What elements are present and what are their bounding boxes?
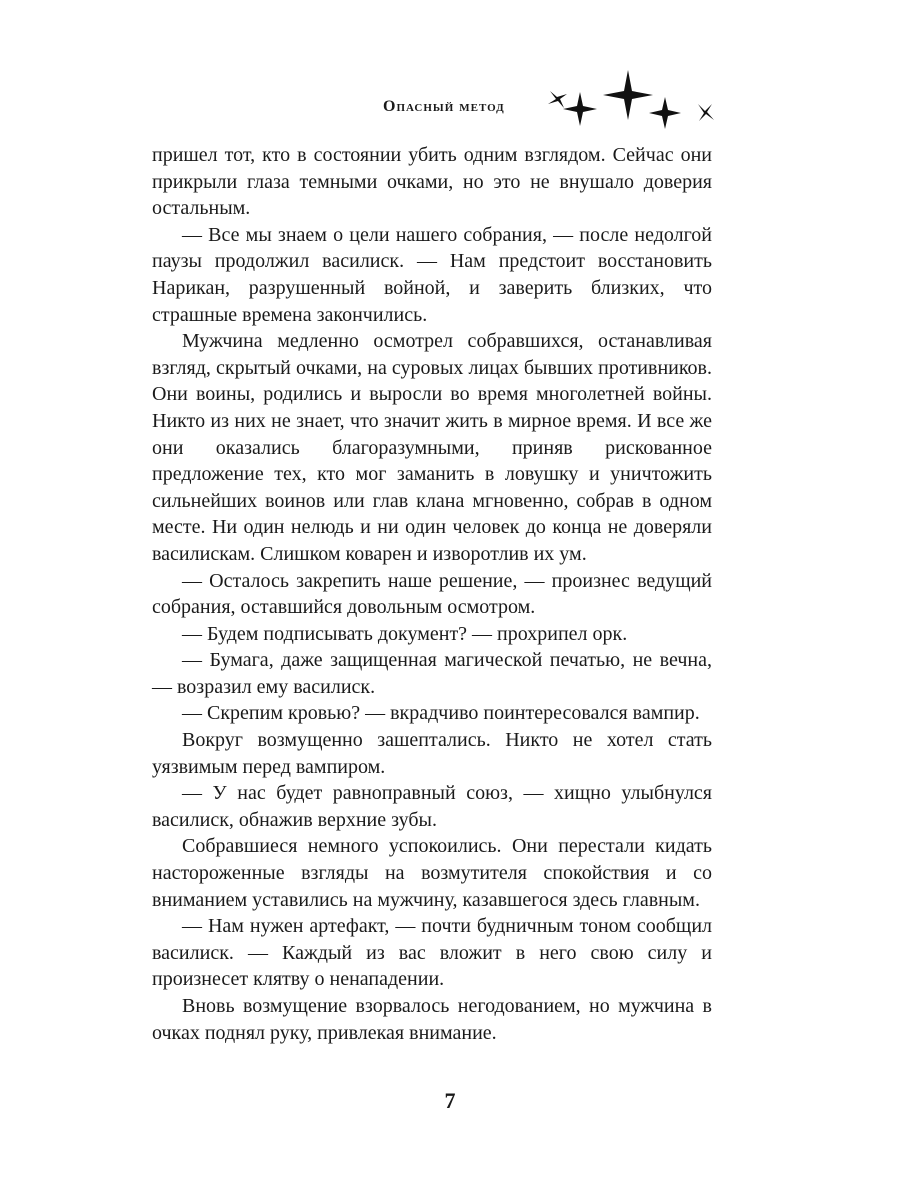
stars-ornament-icon: [535, 66, 735, 136]
paragraph: Вновь возмущение взорвалось негодованием, но мужчина в очках поднял руку, привлекая внимание.: [152, 995, 712, 1044]
star-small-right: [698, 104, 714, 121]
paragraph: Собравшиеся немного успокоились. Они перестали кидать настороженные взгляды на возмутителя спокойствия и со вниманием уставились на мужчину, казавшегося здесь главным.: [152, 835, 712, 911]
paragraph: — Нам нужен артефакт, — почти будничным тоном сообщил василиск. — Каждый из вас вложит в него свою силу и произнесет клятву о ненападении.: [152, 915, 712, 991]
star-small-left: [548, 91, 567, 108]
paragraph: — Будем подписывать документ? — прохрипел орк.: [182, 622, 628, 645]
paragraph: пришел тот, кто в состоянии убить одним взглядом. Сейчас они прикрыли глаза темными очками, но это не внушало доверия остальным.: [152, 144, 712, 220]
paragraph: — Осталось закрепить наше решение, — произнес ведущий собрания, оставшийся довольным осмотром.: [152, 569, 712, 619]
page-number: 7: [444, 1088, 456, 1113]
paragraph: — У нас будет равноправный союз, — хищно улыбнулся василиск, обнажив верхние зубы.: [152, 782, 712, 831]
paragraph: — Скрепим кровью? — вкрадчиво поинтересовался вампир.: [182, 702, 700, 725]
paragraph: Мужчина медленно осмотрел собравшихся, останавливая взгляд, скрытый очками, на суровых лицах бывших противников. Они воины, родились и выросли во время многолетней войны. Никто из них не знает, что значит жить в мирное время. И все же они оказались благоразумными, приняв рискованное предложение тех, кто мог заманить в ловушку и уничтожить сильнейших воинов или глав клана мгновенно, собрав в одном месте. Ни один нелюдь и ни один человек до конца не доверяли василискам. Слишком коварен и изворотлив их ум.: [152, 330, 712, 565]
running-header: [350, 66, 730, 136]
paragraph: — Бумага, даже защищенная магической печатью, не вечна, — возразил ему василиск.: [152, 649, 712, 698]
chapter-title: Опасный метод: [383, 98, 505, 115]
paragraph: — Все мы знаем о цели нашего собрания, — после недолгой паузы продолжил василиск. — Нам предстоит восстановить Нарикан, разрушенный войной, и заверить близких, что страшные времена закончились.: [152, 223, 712, 326]
paragraph: Вокруг возмущенно зашептались. Никто не хотел стать уязвимым перед вампиром.: [152, 729, 712, 778]
star-large: [603, 70, 653, 120]
star-medium-left: [563, 92, 597, 126]
star-medium-right: [649, 97, 681, 129]
page-body: [152, 142, 712, 1046]
